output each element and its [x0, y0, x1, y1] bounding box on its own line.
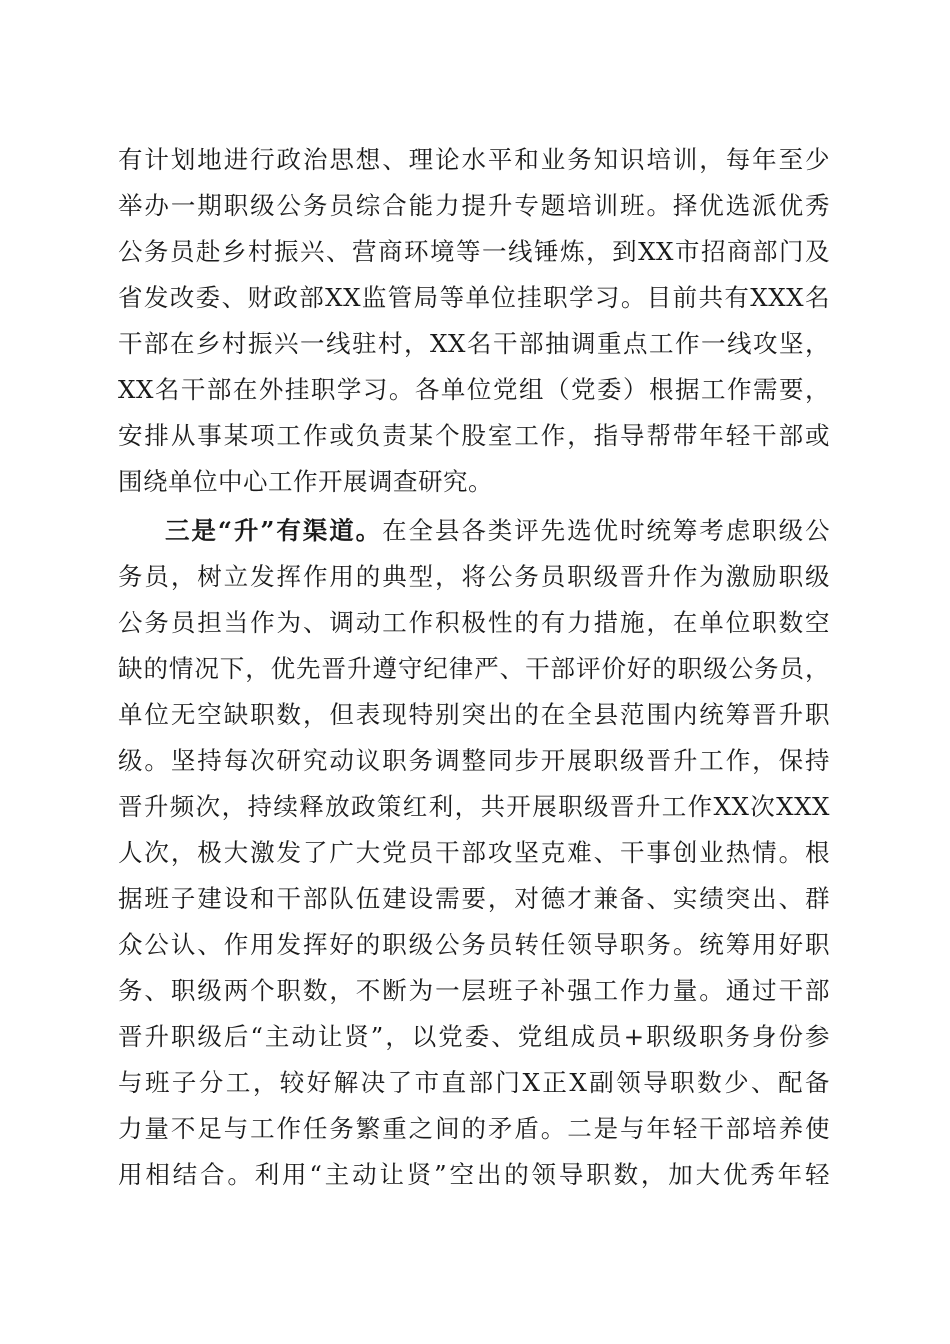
text-line: 晋升职级后“主动让贤”，以党委、党组成员+职级职务身份参: [118, 1022, 830, 1051]
text-line: 举办一期职级公务员综合能力提升专题培训班。择优选派优秀: [118, 191, 830, 220]
text-line: 公务员赴乡村振兴、营商环境等一线锤炼，到XX市招商部门及: [118, 237, 830, 266]
paragraph-first-line: [165, 508, 830, 554]
text-line: 务员，树立发挥作用的典型，将公务员职级晋升作为激励职级: [118, 562, 830, 591]
text-line: 单位无空缺职数，但表现特别突出的在全县范围内统筹晋升职: [118, 700, 830, 729]
text-line: 有计划地进行政治思想、理论水平和业务知识培训，每年至少: [118, 145, 830, 174]
text-line: XX名干部在外挂职学习。各单位党组（党委）根据工作需要，: [118, 375, 830, 404]
text-line: 务、职级两个职数，不断为一层班子补强工作力量。通过干部: [118, 976, 830, 1005]
text-line: 据班子建设和干部队伍建设需要，对德才兼备、实绩突出、群: [118, 884, 830, 913]
text-line: 省发改委、财政部XX监管局等单位挂职学习。目前共有XXX名: [118, 283, 830, 312]
text-line: 力量不足与工作任务繁重之间的矛盾。二是与年轻干部培养使: [118, 1114, 830, 1143]
text-line: 公务员担当作为、调动工作积极性的有力措施，在单位职数空: [118, 608, 830, 637]
text-line: 与班子分工，较好解决了市直部门X正X副领导职数少、配备: [118, 1068, 830, 1097]
text-line: 干部在乡村振兴一线驻村，XX名干部抽调重点工作一线攻坚，: [118, 329, 830, 358]
text-line: 级。坚持每次研究动议职务调整同步开展职级晋升工作，保持: [118, 746, 830, 775]
text-line: 人次，极大激发了广大党员干部攻坚克难、干事创业热情。根: [118, 838, 830, 867]
text-line: 安排从事某项工作或负责某个股室工作，指导帮带年轻干部或: [118, 421, 830, 450]
text-segment: 在全县各类评先选优时统筹考虑职级公: [382, 516, 830, 545]
text-line: 晋升频次，持续释放政策红利，共开展职级晋升工作XX次XXX: [118, 792, 830, 821]
text-line: 众公认、作用发挥好的职级公务员转任领导职务。统筹用好职: [118, 930, 830, 959]
paragraph-heading: 三是“升”有渠道。: [165, 516, 383, 545]
text-line: 用相结合。利用“主动让贤”空出的领导职数，加大优秀年轻: [118, 1160, 830, 1189]
text-line: 缺的情况下，优先晋升遵守纪律严、干部评价好的职级公务员，: [118, 654, 830, 683]
text-line: 围绕单位中心工作开展调查研究。: [118, 467, 493, 496]
